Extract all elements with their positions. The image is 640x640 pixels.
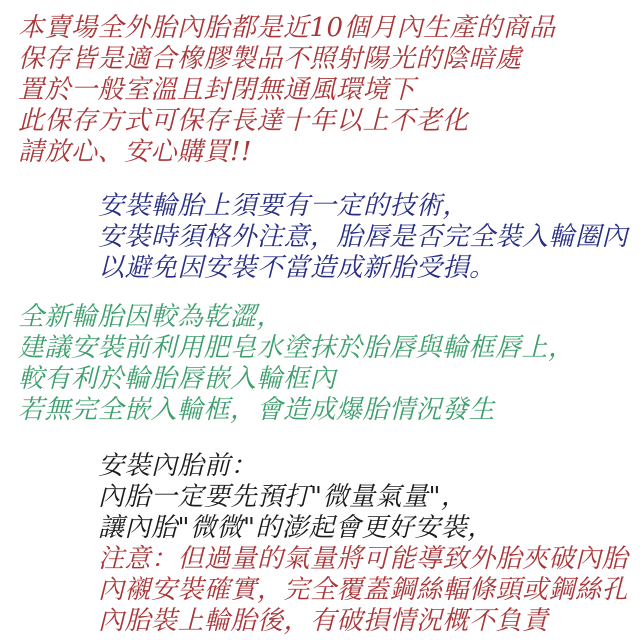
lubricate-line-4: 若無完全嵌入輪框，會造成爆胎情況發生 (18, 395, 496, 425)
inner-tube-guide-paragraph (98, 451, 640, 637)
storage-line-5: 請放心、安心購買!! (18, 137, 252, 167)
tube-line-3: 讓內胎"微微"的澎起會更好安裝， (98, 513, 494, 543)
storage-line-2: 保存皆是適合橡膠製品不照射陽光的陰暗處 (18, 44, 522, 74)
install-line-2: 安裝時須格外注意，胎唇是否完全裝入輪圈內 (98, 222, 629, 252)
install-line-1: 安裝輪胎上須要有一定的技術， (98, 191, 470, 221)
tube-warning-line-3: 內胎裝上輪胎後，有破損情況概不負責 (98, 606, 549, 636)
lubricate-tip-paragraph (18, 302, 640, 426)
tube-line-1: 安裝內胎前： (98, 451, 258, 481)
tube-warning-line-1: 注意：但過量的氣量將可能導致外胎夾破內胎 (98, 544, 629, 574)
tube-warning-line-2: 內襯安裝確實，完全覆蓋鋼絲輻條頭或鋼絲孔 (98, 575, 629, 605)
storage-notice-paragraph (18, 13, 640, 168)
lubricate-line-3: 較有利於輪胎唇嵌入輪框內 (18, 364, 337, 394)
storage-line-4: 此保存方式可保存長達十年以上不老化 (18, 106, 469, 136)
install-warning-paragraph (98, 191, 640, 284)
lubricate-line-1: 全新輪胎因較為乾澀， (18, 302, 284, 332)
tube-line-2: 內胎一定要先預打"微量氣量"， (98, 482, 468, 512)
storage-line-1: 本賣場全外胎內胎都是近10個月內生產的商品 (18, 13, 556, 43)
install-line-3: 以避免因安裝不當造成新胎受損。 (98, 253, 496, 283)
storage-line-3: 置於一般室溫且封閉無通風環境下 (18, 75, 416, 105)
lubricate-line-2: 建議安裝前利用肥皂水塗抹於胎唇與輪框唇上， (18, 333, 575, 363)
